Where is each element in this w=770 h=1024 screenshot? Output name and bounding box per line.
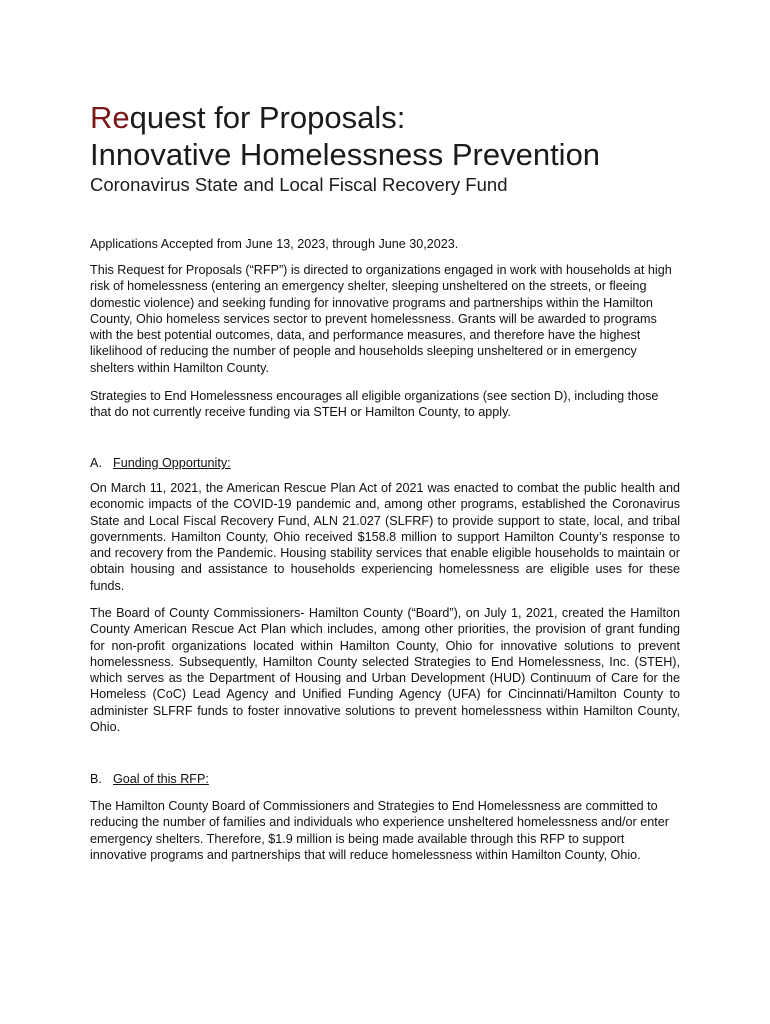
eligibility-paragraph: Strategies to End Homelessness encourages all eligible organizations (see section D), including those that do not currently receive funding via STEH or Hamilton County, to apply. [90,389,659,420]
title-line-1 [90,100,405,136]
section-b-title: Goal of this RFP: [113,772,209,786]
title-accent: Re [90,100,130,135]
section-b-letter: B. [90,772,102,786]
section-a-title: Funding Opportunity: [113,456,231,470]
section-a-letter: A. [90,456,102,470]
subtitle: Coronavirus State and Local Fiscal Recovery Fund [90,174,508,195]
section-a-paragraph-1: On March 11, 2021, the American Rescue Plan Act of 2021 was enacted to combat the public health and economic impacts of the COVID-19 pandemic and, among other programs, established the Coronavirus State and Local Fiscal Recovery Fund, ALN 21.027 (SLFRF) to provide support to state, local, and tribal governments. Hamilton County, Ohio received $158.8 million to support Hamilton County’s response to and recovery from the Pandemic. Housing stability services that enable eligible households to maintain or obtain housing and assistance to households experiencing homelessness are eligible uses for these funds. [90,481,680,593]
title-line-2: Innovative Homelessness Prevention [90,137,601,172]
section-b-paragraph-1: The Hamilton County Board of Commissioners and Strategies to End Homelessness are committed to reducing the number of families and individuals who experience unsheltered homelessness and/or enter emergency shelters. Therefore, $1.9 million is being made available through this RFP to support innovative programs and partnerships that will reduce homelessness within Hamilton County, Ohio. [90,799,669,862]
section-a-heading [90,455,231,471]
intro-paragraph: This Request for Proposals (“RFP”) is directed to organizations engaged in work with households at high risk of homelessness (entering an emergency shelter, sleeping unsheltered on the streets, or fleeing domestic violence) and seeking funding for innovative programs and partnerships within the Hamilton County, Ohio homeless services sector to prevent homelessness. Grants will be awarded to programs with the best potential outcomes, data, and performance measures, and therefore have the highest likelihood of reducing the number of people and households sleeping unsheltered or in emergency shelters within Hamilton County. [90,263,672,375]
title-line-1-rest: quest for Proposals: [129,100,406,135]
section-b-heading [90,771,209,787]
applications-accepted: Applications Accepted from June 13, 2023, through June 30,2023. [90,237,459,251]
section-a-paragraph-2: The Board of County Commissioners- Hamilton County (“Board”), on July 1, 2021, created the Hamilton County American Rescue Act Plan which includes, among other priorities, the provision of grant funding for non-profit organizations located within Hamilton County, Ohio for innovative solutions to prevent homelessness. Subsequently, Hamilton County selected Strategies to End Homelessness, Inc. (STEH), which serves as the Department of Housing and Urban Development (HUD) Continuum of Care for the Homeless (CoC) Lead Agency and Unified Funding Agency (UFA) for Cincinnati/Hamilton County to administer SLFRF funds to foster innovative solutions to prevent homelessness within Hamilton County, Ohio. [90,606,680,735]
